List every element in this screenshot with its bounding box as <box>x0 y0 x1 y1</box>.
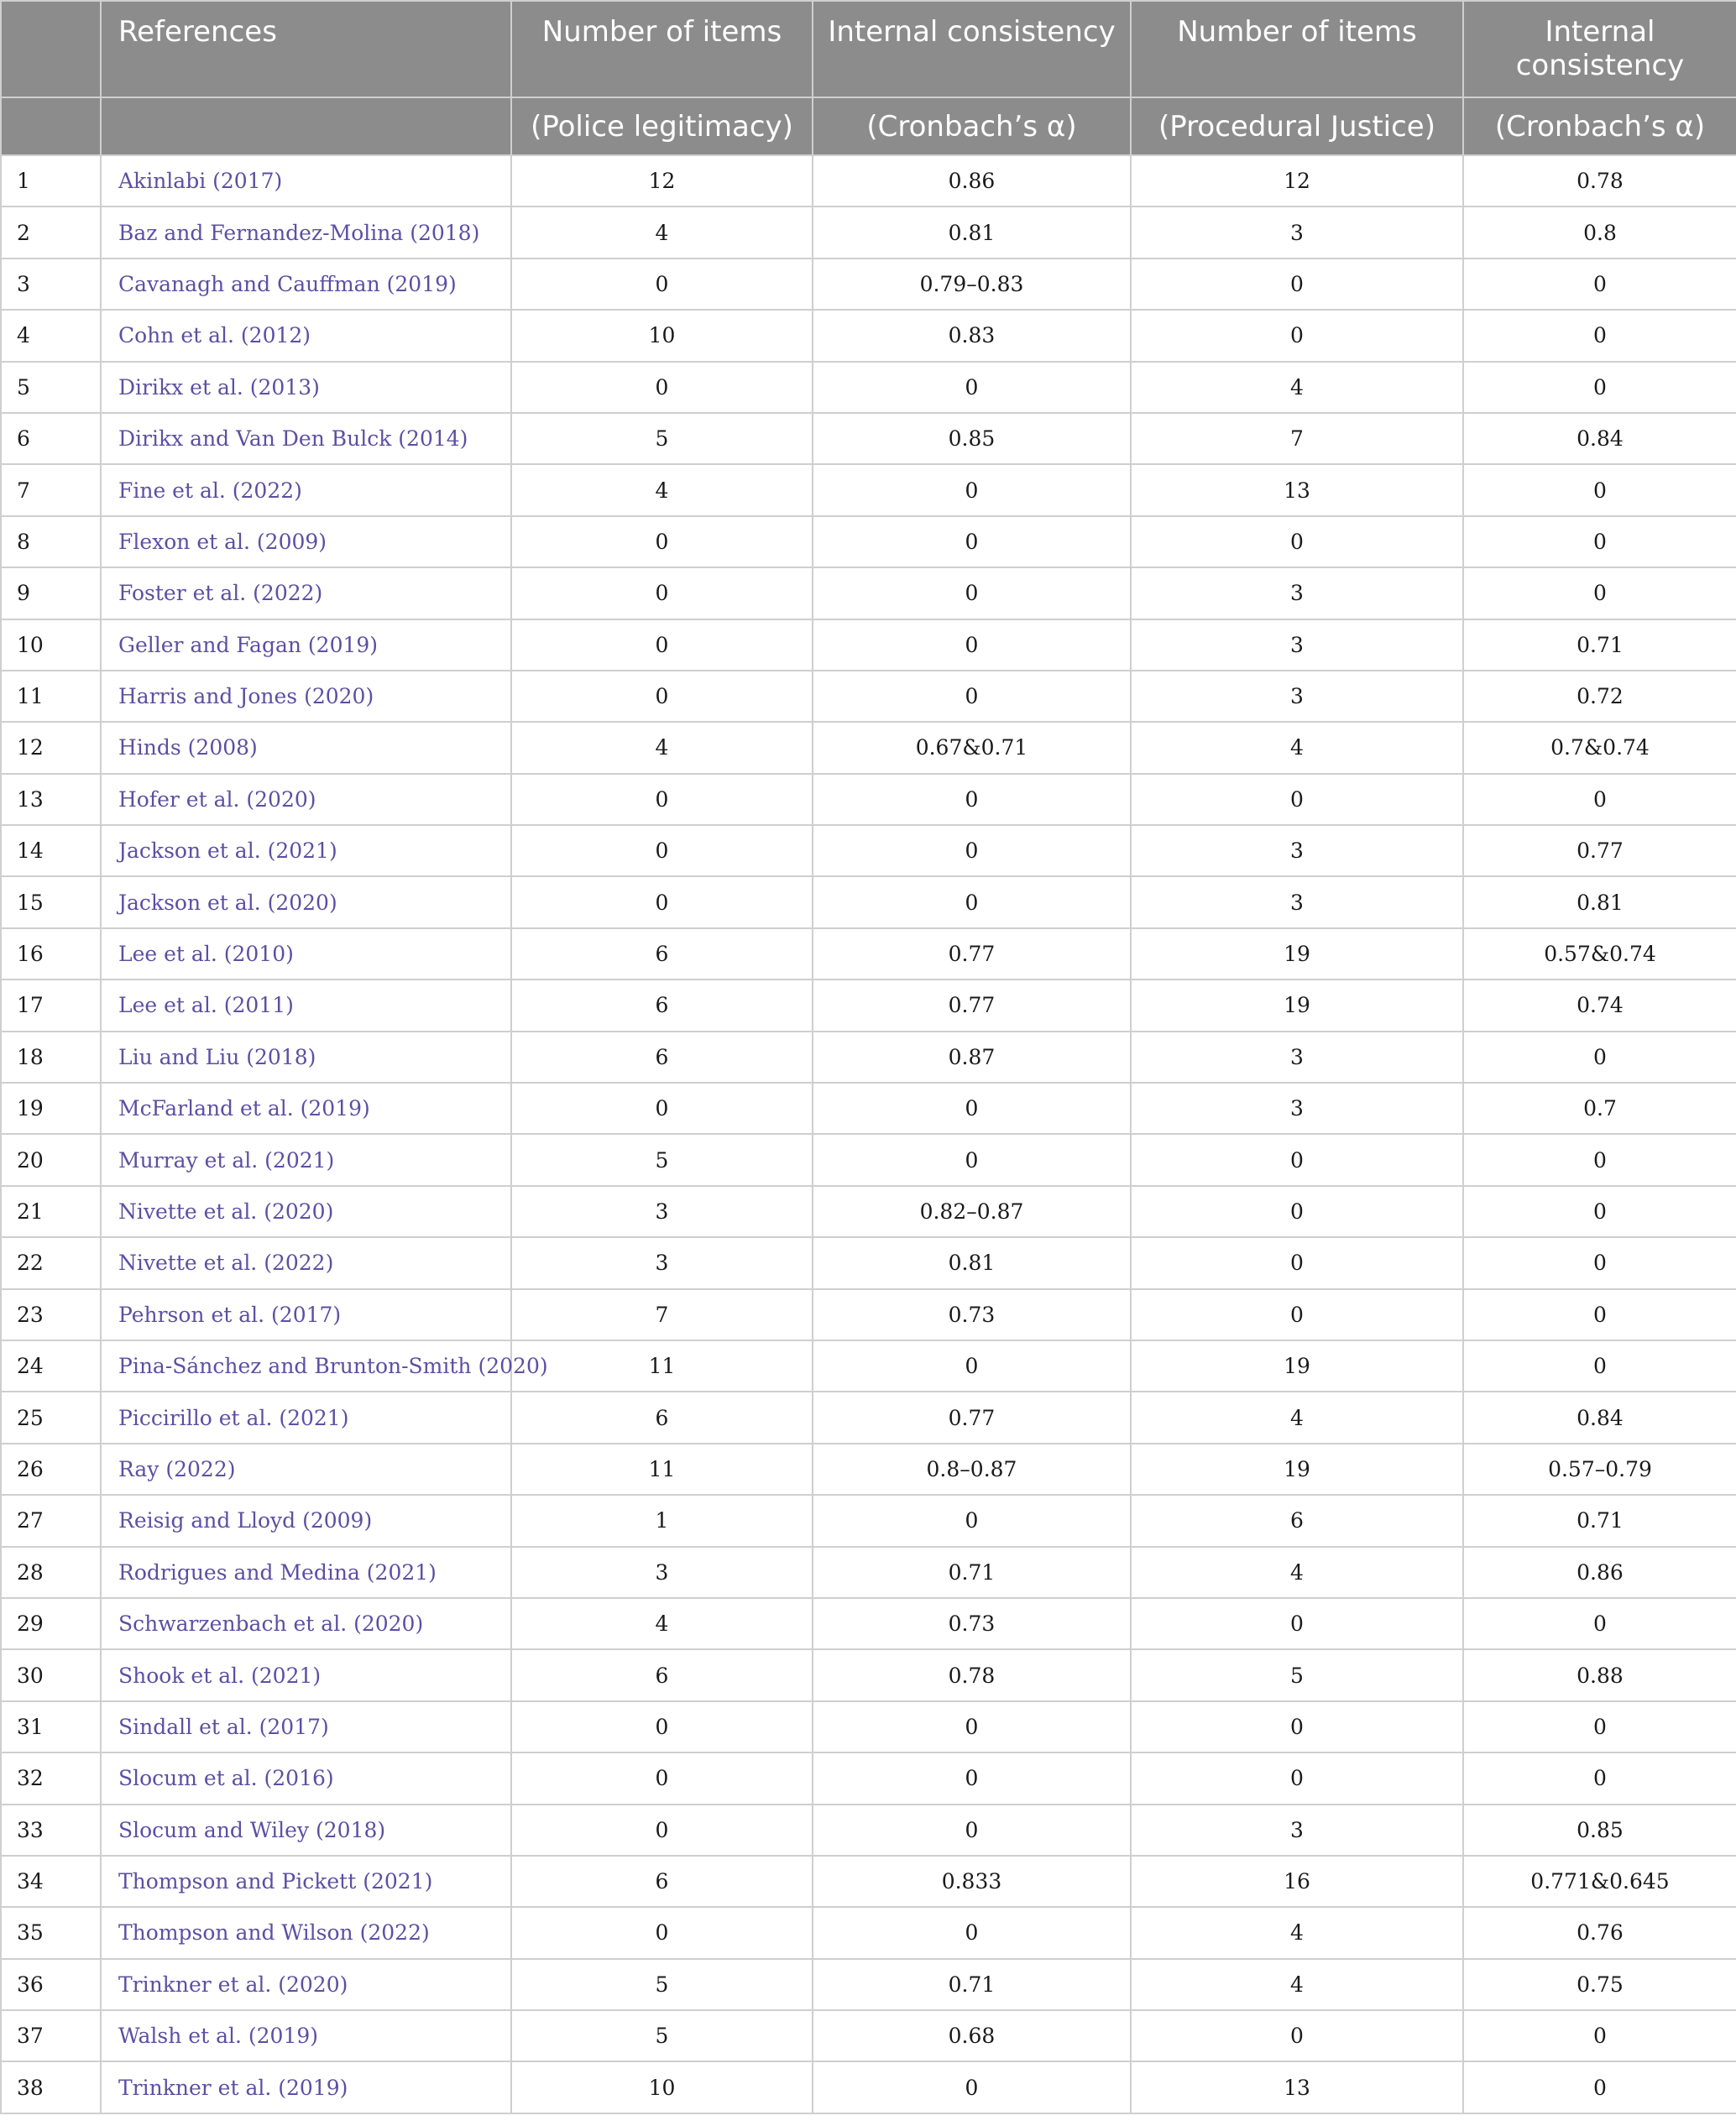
table-row <box>1 1083 1736 1134</box>
table-row <box>1 310 1736 361</box>
police-legitimacy-alpha-cell: 0 <box>813 1083 1131 1134</box>
police-legitimacy-items-cell: 3 <box>511 1186 813 1237</box>
table-row <box>1 155 1736 206</box>
reference-link[interactable]: Cohn et al. (2012) <box>101 310 511 361</box>
row-number: 12 <box>1 722 101 773</box>
header-row <box>1 1 1736 97</box>
reference-link[interactable]: Jackson et al. (2021) <box>101 825 511 876</box>
police-legitimacy-items-cell: 0 <box>511 671 813 722</box>
procedural-justice-items-cell: 4 <box>1131 362 1463 413</box>
police-legitimacy-items-cell: 0 <box>511 516 813 567</box>
police-legitimacy-alpha-cell: 0.833 <box>813 1856 1131 1907</box>
police-legitimacy-items-cell: 10 <box>511 2061 813 2113</box>
police-legitimacy-alpha-cell: 0.78 <box>813 1649 1131 1700</box>
procedural-justice-items-cell: 13 <box>1131 464 1463 515</box>
procedural-justice-alpha-cell: 0.75 <box>1463 1959 1736 2010</box>
header-references: References <box>101 1 511 97</box>
procedural-justice-items-cell: 0 <box>1131 2010 1463 2061</box>
police-legitimacy-items-cell: 0 <box>511 1907 813 1958</box>
reference-link[interactable]: Cavanagh and Cauffman (2019) <box>101 259 511 310</box>
procedural-justice-items-cell: 3 <box>1131 619 1463 671</box>
procedural-justice-items-cell: 4 <box>1131 1547 1463 1598</box>
reference-link[interactable]: Thompson and Pickett (2021) <box>101 1856 511 1907</box>
police-legitimacy-items-cell: 1 <box>511 1495 813 1546</box>
procedural-justice-alpha-cell: 0.84 <box>1463 1392 1736 1443</box>
police-legitimacy-alpha-cell: 0.83 <box>813 310 1131 361</box>
police-legitimacy-items-cell: 0 <box>511 1083 813 1134</box>
procedural-justice-items-cell: 19 <box>1131 979 1463 1031</box>
procedural-justice-items-cell: 0 <box>1131 1598 1463 1649</box>
procedural-justice-alpha-cell: 0.57&0.74 <box>1463 928 1736 979</box>
procedural-justice-items-cell: 3 <box>1131 1032 1463 1083</box>
police-legitimacy-items-cell: 4 <box>511 464 813 515</box>
table-row <box>1 1649 1736 1700</box>
reference-link[interactable]: Slocum and Wiley (2018) <box>101 1805 511 1856</box>
row-number: 15 <box>1 876 101 927</box>
police-legitimacy-items-cell: 4 <box>511 206 813 258</box>
row-number: 16 <box>1 928 101 979</box>
table-row <box>1 1547 1736 1598</box>
police-legitimacy-items-cell: 0 <box>511 1805 813 1856</box>
subheader-procedural-justice-items: (Procedural Justice) <box>1131 97 1463 155</box>
table-row <box>1 671 1736 722</box>
reference-link[interactable]: Slocum et al. (2016) <box>101 1753 511 1804</box>
table-row <box>1 979 1736 1031</box>
police-legitimacy-alpha-cell: 0.68 <box>813 2010 1131 2061</box>
procedural-justice-items-cell: 4 <box>1131 722 1463 773</box>
police-legitimacy-items-cell: 5 <box>511 1134 813 1185</box>
procedural-justice-alpha-cell: 0.86 <box>1463 1547 1736 1598</box>
table-row <box>1 1340 1736 1392</box>
procedural-justice-items-cell: 19 <box>1131 928 1463 979</box>
police-legitimacy-items-cell: 5 <box>511 1959 813 2010</box>
police-legitimacy-alpha-cell: 0.87 <box>813 1032 1131 1083</box>
procedural-justice-alpha-cell: 0 <box>1463 1237 1736 1288</box>
procedural-justice-alpha-cell: 0.84 <box>1463 413 1736 464</box>
police-legitimacy-alpha-cell: 0.85 <box>813 413 1131 464</box>
police-legitimacy-items-cell: 7 <box>511 1289 813 1340</box>
police-legitimacy-alpha-cell: 0 <box>813 1805 1131 1856</box>
header-procedural-justice-alpha: Internal consistency <box>1463 1 1736 97</box>
row-number: 19 <box>1 1083 101 1134</box>
row-number: 2 <box>1 206 101 258</box>
table-row <box>1 774 1736 825</box>
row-number: 29 <box>1 1598 101 1649</box>
procedural-justice-alpha-cell: 0 <box>1463 1753 1736 1804</box>
procedural-justice-alpha-cell: 0 <box>1463 1289 1736 1340</box>
procedural-justice-alpha-cell: 0.71 <box>1463 619 1736 671</box>
reference-link[interactable]: Reisig and Lloyd (2009) <box>101 1495 511 1546</box>
reference-link[interactable]: Murray et al. (2021) <box>101 1134 511 1185</box>
row-number: 3 <box>1 259 101 310</box>
procedural-justice-items-cell: 3 <box>1131 1083 1463 1134</box>
police-legitimacy-items-cell: 0 <box>511 619 813 671</box>
police-legitimacy-items-cell: 11 <box>511 1340 813 1392</box>
table-row <box>1 1032 1736 1083</box>
row-number: 25 <box>1 1392 101 1443</box>
row-number: 9 <box>1 567 101 619</box>
police-legitimacy-items-cell: 6 <box>511 928 813 979</box>
procedural-justice-items-cell: 6 <box>1131 1495 1463 1546</box>
header-procedural-justice-items: Number of items <box>1131 1 1463 97</box>
police-legitimacy-alpha-cell: 0.67&0.71 <box>813 722 1131 773</box>
table-row <box>1 464 1736 515</box>
police-legitimacy-alpha-cell: 0.73 <box>813 1598 1131 1649</box>
reference-link[interactable]: McFarland et al. (2019) <box>101 1083 511 1134</box>
procedural-justice-items-cell: 4 <box>1131 1907 1463 1958</box>
reference-link[interactable]: Flexon et al. (2009) <box>101 516 511 567</box>
procedural-justice-items-cell: 7 <box>1131 413 1463 464</box>
procedural-justice-items-cell: 0 <box>1131 1237 1463 1288</box>
police-legitimacy-alpha-cell: 0 <box>813 1907 1131 1958</box>
reference-link[interactable]: Lee et al. (2010) <box>101 928 511 979</box>
procedural-justice-items-cell: 0 <box>1131 1701 1463 1753</box>
procedural-justice-alpha-cell: 0.71 <box>1463 1495 1736 1546</box>
row-number: 6 <box>1 413 101 464</box>
row-number: 37 <box>1 2010 101 2061</box>
police-legitimacy-alpha-cell: 0 <box>813 1340 1131 1392</box>
procedural-justice-alpha-cell: 0 <box>1463 1134 1736 1185</box>
police-legitimacy-items-cell: 11 <box>511 1444 813 1495</box>
police-legitimacy-alpha-cell: 0 <box>813 516 1131 567</box>
police-legitimacy-items-cell: 3 <box>511 1237 813 1288</box>
reference-link[interactable]: Liu and Liu (2018) <box>101 1032 511 1083</box>
police-legitimacy-alpha-cell: 0 <box>813 1701 1131 1753</box>
police-legitimacy-alpha-cell: 0 <box>813 619 1131 671</box>
subheader-police-legitimacy-alpha: (Cronbach’s α) <box>813 97 1131 155</box>
table-row <box>1 516 1736 567</box>
police-legitimacy-alpha-cell: 0 <box>813 1753 1131 1804</box>
reference-link[interactable]: Thompson and Wilson (2022) <box>101 1907 511 1958</box>
procedural-justice-alpha-cell: 0.771&0.645 <box>1463 1856 1736 1907</box>
procedural-justice-alpha-cell: 0 <box>1463 259 1736 310</box>
reference-link[interactable]: Schwarzenbach et al. (2020) <box>101 1598 511 1649</box>
police-legitimacy-alpha-cell: 0 <box>813 464 1131 515</box>
procedural-justice-alpha-cell: 0 <box>1463 464 1736 515</box>
police-legitimacy-items-cell: 0 <box>511 259 813 310</box>
procedural-justice-alpha-cell: 0 <box>1463 2061 1736 2113</box>
row-number: 18 <box>1 1032 101 1083</box>
table-row <box>1 1701 1736 1753</box>
table-row <box>1 1959 1736 2010</box>
police-legitimacy-alpha-cell: 0 <box>813 876 1131 927</box>
police-legitimacy-items-cell: 6 <box>511 979 813 1031</box>
procedural-justice-items-cell: 0 <box>1131 1186 1463 1237</box>
row-number: 4 <box>1 310 101 361</box>
procedural-justice-items-cell: 3 <box>1131 206 1463 258</box>
subheader-police-legitimacy-items: (Police legitimacy) <box>511 97 813 155</box>
table-row <box>1 928 1736 979</box>
reference-link[interactable]: Pehrson et al. (2017) <box>101 1289 511 1340</box>
reference-link[interactable]: Nivette et al. (2020) <box>101 1186 511 1237</box>
police-legitimacy-alpha-cell: 0 <box>813 567 1131 619</box>
reference-link[interactable]: Walsh et al. (2019) <box>101 2010 511 2061</box>
police-legitimacy-alpha-cell: 0.73 <box>813 1289 1131 1340</box>
table-row <box>1 1856 1736 1907</box>
police-legitimacy-items-cell: 6 <box>511 1649 813 1700</box>
table-row <box>1 567 1736 619</box>
procedural-justice-items-cell: 12 <box>1131 155 1463 206</box>
police-legitimacy-items-cell: 6 <box>511 1392 813 1443</box>
procedural-justice-alpha-cell: 0 <box>1463 1701 1736 1753</box>
reference-link[interactable]: Rodrigues and Medina (2021) <box>101 1547 511 1598</box>
procedural-justice-alpha-cell: 0.8 <box>1463 206 1736 258</box>
procedural-justice-items-cell: 0 <box>1131 310 1463 361</box>
row-number: 22 <box>1 1237 101 1288</box>
police-legitimacy-items-cell: 0 <box>511 774 813 825</box>
procedural-justice-alpha-cell: 0.72 <box>1463 671 1736 722</box>
row-number: 26 <box>1 1444 101 1495</box>
procedural-justice-items-cell: 0 <box>1131 1134 1463 1185</box>
table-row <box>1 2061 1736 2113</box>
procedural-justice-items-cell: 19 <box>1131 1340 1463 1392</box>
header-police-legitimacy-items: Number of items <box>511 1 813 97</box>
procedural-justice-items-cell: 3 <box>1131 876 1463 927</box>
reference-link[interactable]: Hinds (2008) <box>101 722 511 773</box>
row-number: 21 <box>1 1186 101 1237</box>
row-number: 35 <box>1 1907 101 1958</box>
subheader-references <box>101 97 511 155</box>
police-legitimacy-alpha-cell: 0.71 <box>813 1547 1131 1598</box>
row-number: 11 <box>1 671 101 722</box>
subheader-procedural-justice-alpha: (Cronbach’s α) <box>1463 97 1736 155</box>
row-number: 30 <box>1 1649 101 1700</box>
row-number: 34 <box>1 1856 101 1907</box>
police-legitimacy-alpha-cell: 0 <box>813 671 1131 722</box>
table-row <box>1 206 1736 258</box>
reference-link[interactable]: Pina-Sánchez and Brunton-Smith (2020) <box>101 1340 511 1392</box>
police-legitimacy-alpha-cell: 0.77 <box>813 1392 1131 1443</box>
procedural-justice-alpha-cell: 0 <box>1463 1598 1736 1649</box>
police-legitimacy-items-cell: 10 <box>511 310 813 361</box>
procedural-justice-alpha-cell: 0.76 <box>1463 1907 1736 1958</box>
table-row <box>1 1753 1736 1804</box>
table-row <box>1 1444 1736 1495</box>
procedural-justice-items-cell: 3 <box>1131 567 1463 619</box>
procedural-justice-items-cell: 0 <box>1131 1753 1463 1804</box>
procedural-justice-items-cell: 3 <box>1131 1805 1463 1856</box>
procedural-justice-alpha-cell: 0.88 <box>1463 1649 1736 1700</box>
row-number: 31 <box>1 1701 101 1753</box>
subheader-index <box>1 97 101 155</box>
reference-link[interactable]: Ray (2022) <box>101 1444 511 1495</box>
table-row <box>1 1237 1736 1288</box>
procedural-justice-alpha-cell: 0 <box>1463 516 1736 567</box>
row-number: 10 <box>1 619 101 671</box>
procedural-justice-items-cell: 3 <box>1131 825 1463 876</box>
police-legitimacy-alpha-cell: 0.81 <box>813 206 1131 258</box>
reference-link[interactable]: Nivette et al. (2022) <box>101 1237 511 1288</box>
procedural-justice-alpha-cell: 0 <box>1463 774 1736 825</box>
procedural-justice-alpha-cell: 0.7 <box>1463 1083 1736 1134</box>
procedural-justice-items-cell: 0 <box>1131 1289 1463 1340</box>
police-legitimacy-items-cell: 0 <box>511 567 813 619</box>
procedural-justice-alpha-cell: 0 <box>1463 2010 1736 2061</box>
police-legitimacy-items-cell: 0 <box>511 876 813 927</box>
police-legitimacy-items-cell: 0 <box>511 1753 813 1804</box>
reference-link[interactable]: Sindall et al. (2017) <box>101 1701 511 1753</box>
row-number: 36 <box>1 1959 101 2010</box>
row-number: 13 <box>1 774 101 825</box>
procedural-justice-items-cell: 4 <box>1131 1959 1463 2010</box>
police-legitimacy-items-cell: 5 <box>511 2010 813 2061</box>
reference-link[interactable]: Jackson et al. (2020) <box>101 876 511 927</box>
header-subrow <box>1 97 1736 155</box>
table-row <box>1 1805 1736 1856</box>
police-legitimacy-alpha-cell: 0.71 <box>813 1959 1131 2010</box>
reference-link[interactable]: Geller and Fagan (2019) <box>101 619 511 671</box>
police-legitimacy-items-cell: 0 <box>511 362 813 413</box>
reference-link[interactable]: Dirikx and Van Den Bulck (2014) <box>101 413 511 464</box>
table-row <box>1 413 1736 464</box>
table-row <box>1 619 1736 671</box>
row-number: 28 <box>1 1547 101 1598</box>
reference-link[interactable]: Lee et al. (2011) <box>101 979 511 1031</box>
row-number: 24 <box>1 1340 101 1392</box>
police-legitimacy-items-cell: 12 <box>511 155 813 206</box>
police-legitimacy-items-cell: 4 <box>511 1598 813 1649</box>
police-legitimacy-alpha-cell: 0.86 <box>813 155 1131 206</box>
reference-link[interactable]: Foster et al. (2022) <box>101 567 511 619</box>
table-body <box>1 155 1736 2113</box>
procedural-justice-alpha-cell: 0 <box>1463 362 1736 413</box>
procedural-justice-items-cell: 5 <box>1131 1649 1463 1700</box>
reference-link[interactable]: Harris and Jones (2020) <box>101 671 511 722</box>
table-row <box>1 1289 1736 1340</box>
procedural-justice-alpha-cell: 0 <box>1463 1032 1736 1083</box>
procedural-justice-items-cell: 16 <box>1131 1856 1463 1907</box>
reference-link[interactable]: Piccirillo et al. (2021) <box>101 1392 511 1443</box>
police-legitimacy-items-cell: 4 <box>511 722 813 773</box>
procedural-justice-alpha-cell: 0.85 <box>1463 1805 1736 1856</box>
table-row <box>1 1392 1736 1443</box>
reference-link[interactable]: Hofer et al. (2020) <box>101 774 511 825</box>
police-legitimacy-items-cell: 5 <box>511 413 813 464</box>
row-number: 38 <box>1 2061 101 2113</box>
police-legitimacy-alpha-cell: 0 <box>813 362 1131 413</box>
procedural-justice-alpha-cell: 0 <box>1463 1340 1736 1392</box>
row-number: 20 <box>1 1134 101 1185</box>
table-row <box>1 259 1736 310</box>
row-number: 7 <box>1 464 101 515</box>
reference-link[interactable]: Shook et al. (2021) <box>101 1649 511 1700</box>
row-number: 8 <box>1 516 101 567</box>
row-number: 17 <box>1 979 101 1031</box>
reference-link[interactable]: Akinlabi (2017) <box>101 155 511 206</box>
reference-link[interactable]: Fine et al. (2022) <box>101 464 511 515</box>
procedural-justice-items-cell: 13 <box>1131 2061 1463 2113</box>
procedural-justice-alpha-cell: 0.57–0.79 <box>1463 1444 1736 1495</box>
reference-link[interactable]: Dirikx et al. (2013) <box>101 362 511 413</box>
reference-link[interactable]: Trinkner et al. (2020) <box>101 1959 511 2010</box>
police-legitimacy-alpha-cell: 0 <box>813 2061 1131 2113</box>
police-legitimacy-alpha-cell: 0.8–0.87 <box>813 1444 1131 1495</box>
table-row <box>1 825 1736 876</box>
procedural-justice-items-cell: 0 <box>1131 516 1463 567</box>
procedural-justice-alpha-cell: 0.74 <box>1463 979 1736 1031</box>
police-legitimacy-items-cell: 6 <box>511 1032 813 1083</box>
police-legitimacy-alpha-cell: 0 <box>813 1495 1131 1546</box>
procedural-justice-items-cell: 4 <box>1131 1392 1463 1443</box>
row-number: 33 <box>1 1805 101 1856</box>
police-legitimacy-alpha-cell: 0.81 <box>813 1237 1131 1288</box>
procedural-justice-items-cell: 0 <box>1131 259 1463 310</box>
procedural-justice-alpha-cell: 0 <box>1463 310 1736 361</box>
row-number: 32 <box>1 1753 101 1804</box>
police-legitimacy-items-cell: 0 <box>511 1701 813 1753</box>
row-number: 23 <box>1 1289 101 1340</box>
row-number: 5 <box>1 362 101 413</box>
table-row <box>1 2010 1736 2061</box>
table-row <box>1 876 1736 927</box>
police-legitimacy-alpha-cell: 0 <box>813 1134 1131 1185</box>
police-legitimacy-alpha-cell: 0 <box>813 825 1131 876</box>
police-legitimacy-items-cell: 0 <box>511 825 813 876</box>
row-number: 1 <box>1 155 101 206</box>
table-header <box>1 1 1736 155</box>
police-legitimacy-items-cell: 3 <box>511 1547 813 1598</box>
police-legitimacy-alpha-cell: 0 <box>813 774 1131 825</box>
procedural-justice-items-cell: 0 <box>1131 774 1463 825</box>
procedural-justice-alpha-cell: 0 <box>1463 1186 1736 1237</box>
procedural-justice-alpha-cell: 0.7&0.74 <box>1463 722 1736 773</box>
procedural-justice-items-cell: 19 <box>1131 1444 1463 1495</box>
table-row <box>1 1598 1736 1649</box>
table-row <box>1 1186 1736 1237</box>
table-row <box>1 1907 1736 1958</box>
row-number: 14 <box>1 825 101 876</box>
table-row <box>1 722 1736 773</box>
procedural-justice-alpha-cell: 0.81 <box>1463 876 1736 927</box>
reference-link[interactable]: Baz and Fernandez-Molina (2018) <box>101 206 511 258</box>
header-index <box>1 1 101 97</box>
table-row <box>1 1495 1736 1546</box>
header-police-legitimacy-alpha: Internal consistency <box>813 1 1131 97</box>
table-row <box>1 1134 1736 1185</box>
procedural-justice-items-cell: 3 <box>1131 671 1463 722</box>
table-row <box>1 362 1736 413</box>
procedural-justice-alpha-cell: 0.77 <box>1463 825 1736 876</box>
police-legitimacy-alpha-cell: 0.79–0.83 <box>813 259 1131 310</box>
police-legitimacy-items-cell: 6 <box>511 1856 813 1907</box>
reference-link[interactable]: Trinkner et al. (2019) <box>101 2061 511 2113</box>
police-legitimacy-alpha-cell: 0.77 <box>813 928 1131 979</box>
police-legitimacy-alpha-cell: 0.82–0.87 <box>813 1186 1131 1237</box>
procedural-justice-alpha-cell: 0.78 <box>1463 155 1736 206</box>
procedural-justice-alpha-cell: 0 <box>1463 567 1736 619</box>
police-legitimacy-alpha-cell: 0.77 <box>813 979 1131 1031</box>
row-number: 27 <box>1 1495 101 1546</box>
